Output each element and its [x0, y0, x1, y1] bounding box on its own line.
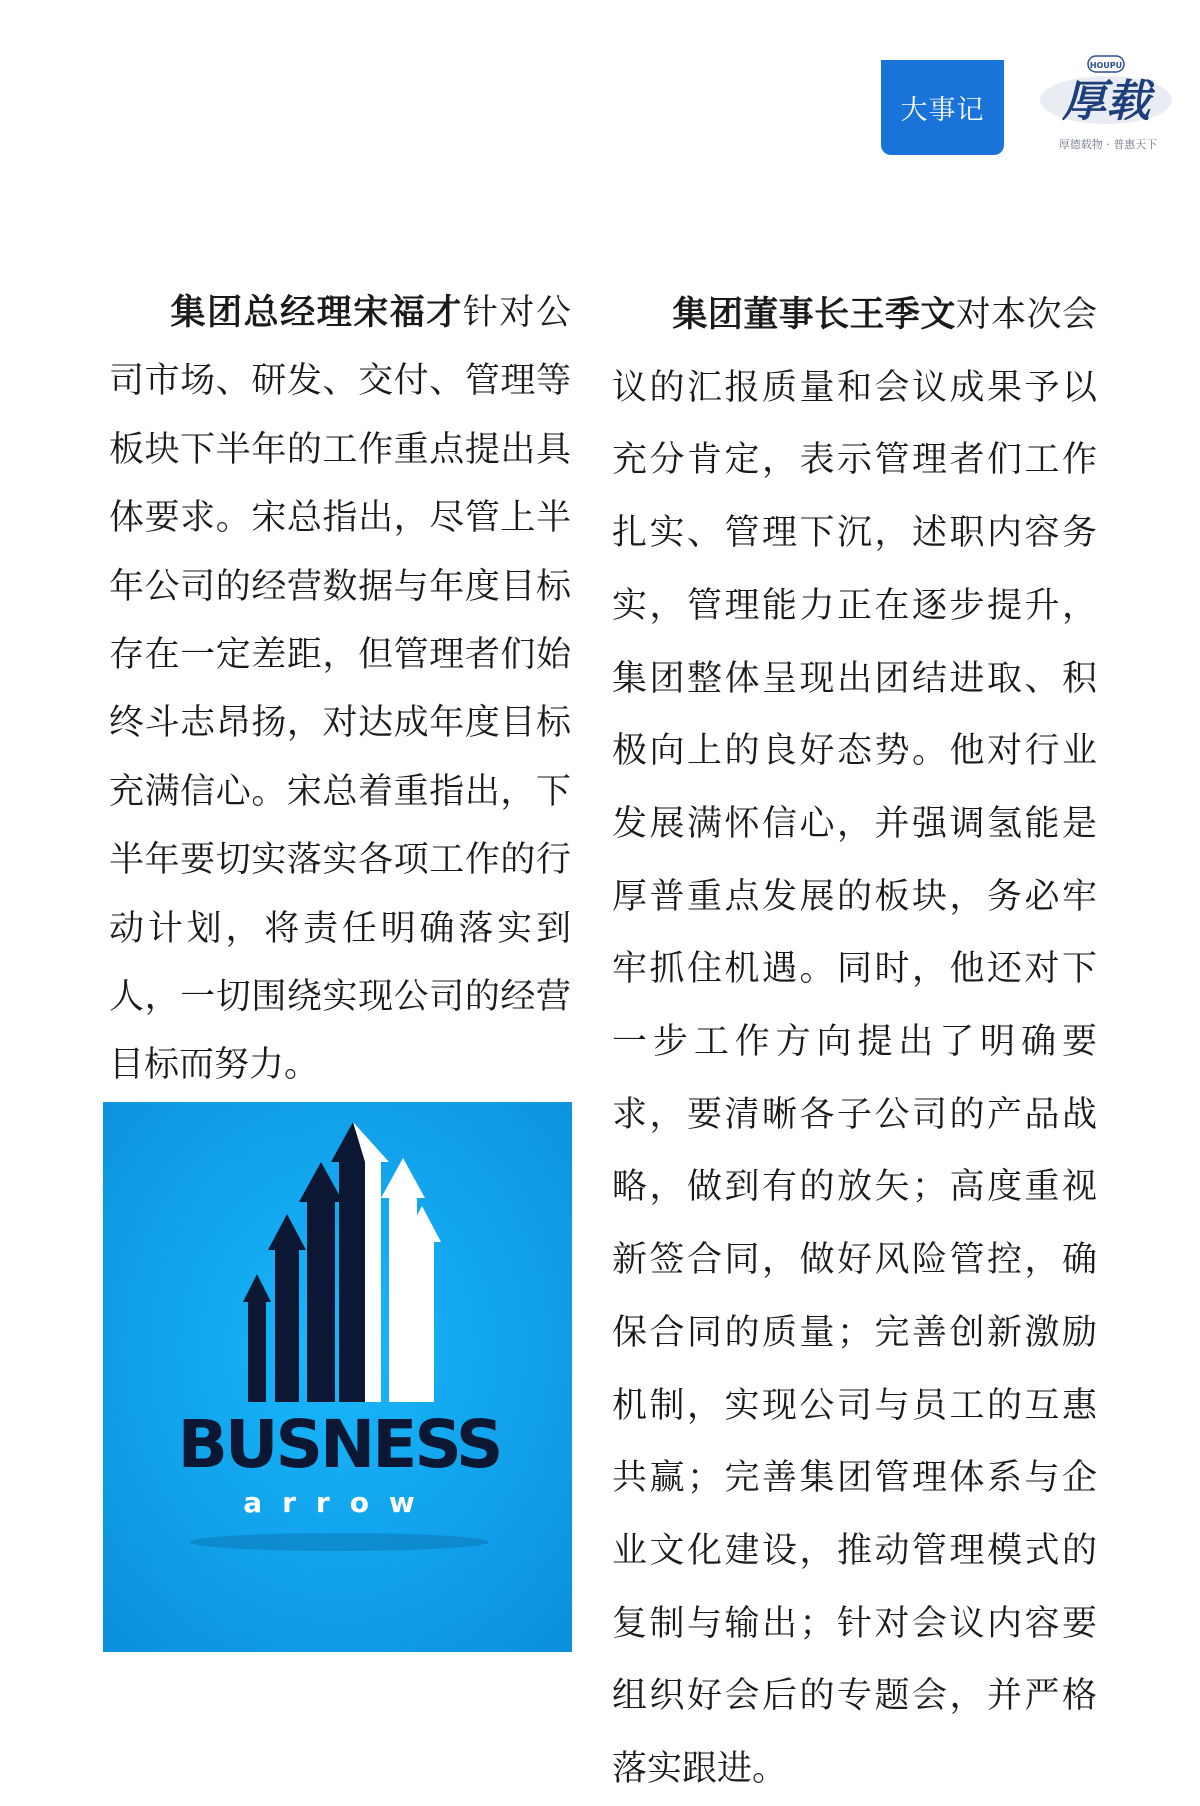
business-arrow-image — [103, 1102, 572, 1652]
brand-slogan: 厚德载物 · 普惠天下 — [1058, 138, 1158, 151]
brand-mark — [1008, 50, 1178, 140]
right-paragraph — [612, 279, 1097, 1806]
brand-name: 厚载 — [1062, 76, 1150, 127]
left-paragraph-text: 针对公司市场、研发、交付、管理等板块下半年的工作重点提出具体要求。宋总指出，尽管上半年公司的经营数据与年度目标存在一定差距，但管理者们始终斗志昂扬，对达成年度目标充满信心。宋总着重指出，下半年要切实落实各项工作的行动计划，将责任明确落实到人，一切围绕实现公司的经营目标而努力。 — [109, 293, 571, 1086]
right-paragraph-text: 对本次会议的汇报质量和会议成果予以充分肯定，表示管理者们工作扎实、管理下沉，述职内容务实，管理能力正在逐步提升，集团整体呈现出团结进取、积极向上的良好态势。他对行业发展满怀信心，并强调氢能是厚普重点发展的板块，务必牢牢抓住机遇。同时，他还对下一步工作方向提出了明确要求，要清晰各子公司的产品战略，做到有的放矢；高度重视新签合同，做好风险管控，确保合同的质量；完善创新激励机制，实现公司与员工的互惠共赢；完善集团管理体系与企业文化建设，推动管理模式的复制与输出；针对会议内容要组织好会后的专题会，并严格落实跟进。 — [612, 295, 1097, 1790]
illustration-subword: arrow — [243, 1486, 435, 1519]
brand-badge: HOUPU — [1089, 61, 1123, 70]
section-tab — [881, 60, 1004, 155]
business-arrow-illustration — [103, 1102, 572, 1652]
brand-logo — [1008, 50, 1178, 160]
article-right-column — [612, 279, 1097, 1806]
illustration-word: BUSNESS — [177, 1406, 501, 1483]
left-paragraph — [109, 279, 571, 1100]
shadow — [189, 1533, 489, 1551]
speaker-name-right: 集团董事长王季文 — [672, 295, 956, 335]
article-left-column — [109, 279, 571, 1100]
speaker-name-left: 集团总经理宋福才 — [169, 293, 463, 333]
section-label: 大事记 — [900, 95, 985, 126]
